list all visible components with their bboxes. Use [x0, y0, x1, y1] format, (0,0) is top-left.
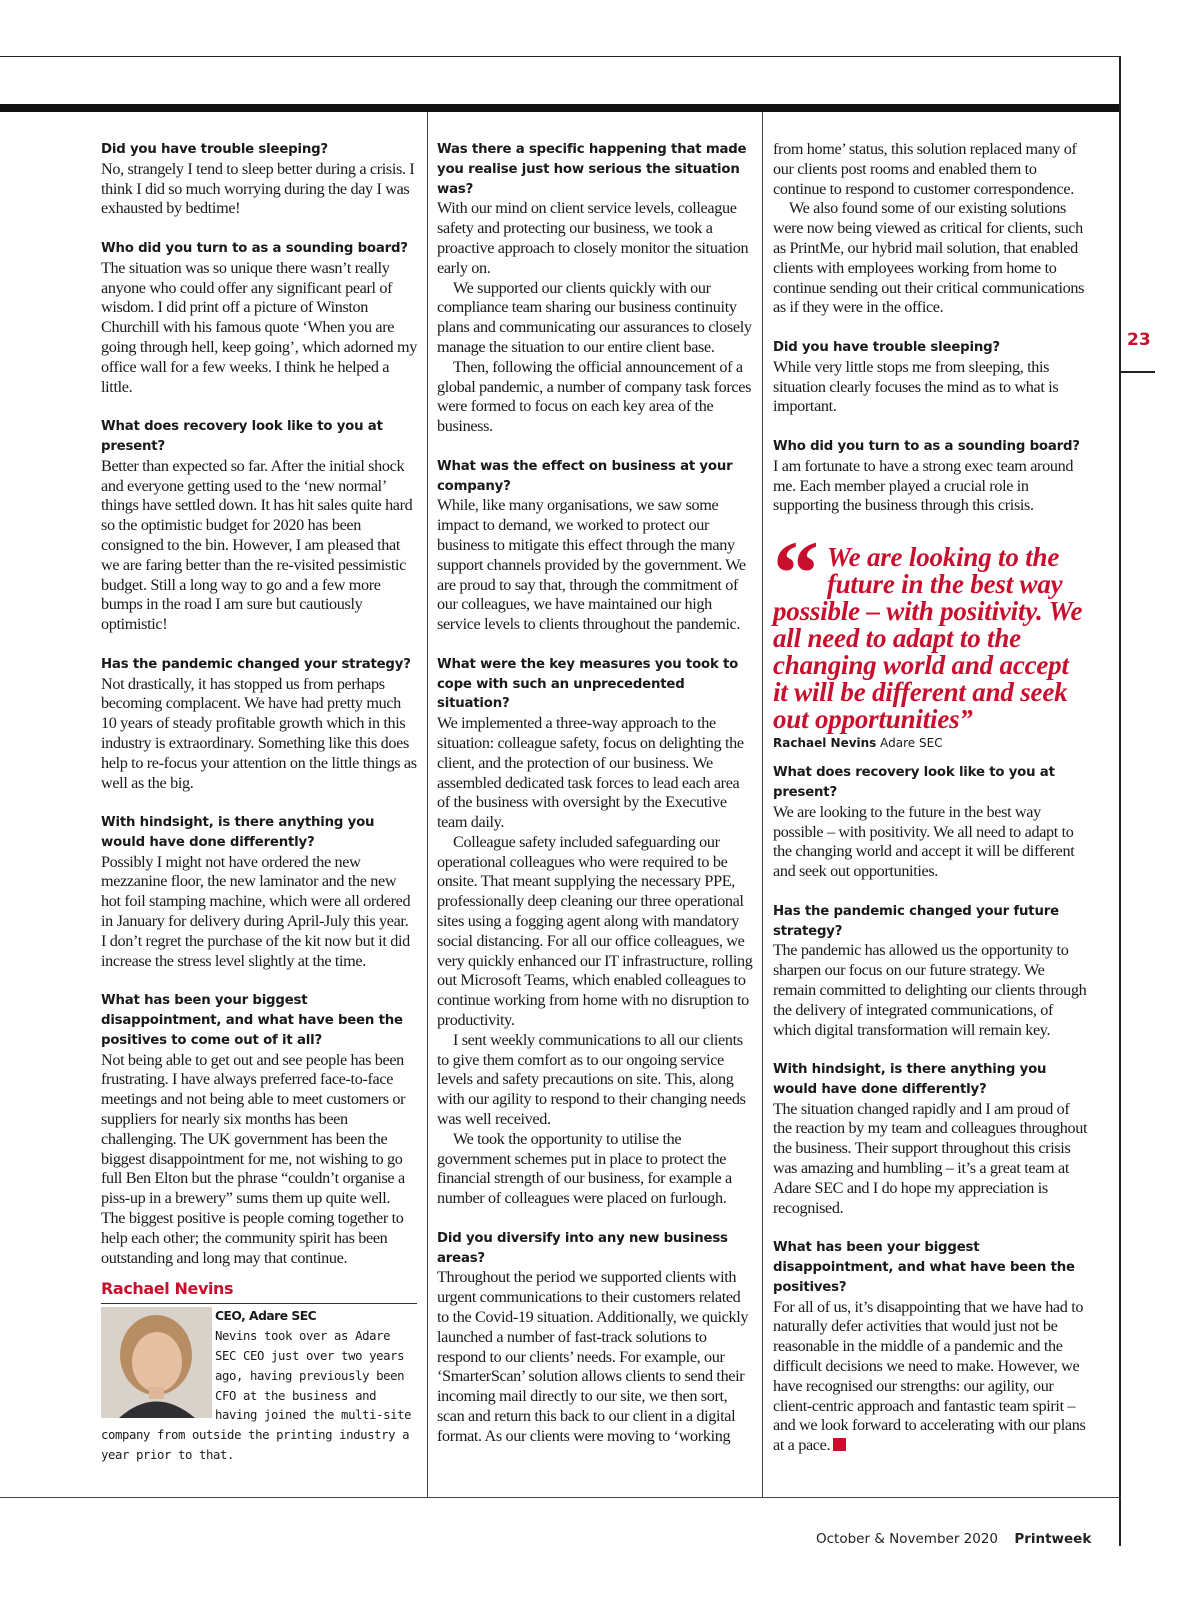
bio-name: Rachael Nevins: [101, 1279, 417, 1304]
bio-box: [101, 1307, 417, 1465]
footer-rule: [0, 1497, 1121, 1498]
column-1: [101, 140, 417, 1466]
answer: The pandemic has allowed us the opportunity to sharpen our focus on our future strategy. We remain committed to delighting our clients through the delivery of integrated communications, of which digital transformation will remain key.: [773, 941, 1087, 1039]
answer: Not drastically, it has stopped us from perhaps becoming complacent. We have had pretty much 10 years of steady profitable growth which in this industry is extraordinary. Something like this does help to re-focus your attention on the little things as well as the big.: [101, 674, 417, 792]
question: Did you diversify into any new business areas?: [437, 1230, 728, 1266]
answer: No, strangely I tend to sleep better during a crisis. I think I did so much worrying during the day I was exhausted by bedtime!: [101, 159, 415, 218]
column-divider-2: [762, 112, 763, 1498]
bio-text: Nevins took over as Adare SEC CEO just over two years ago, having previously been CFO at the business and having joined the multi-site company from outside the printing industry a year prior to that.: [101, 1329, 412, 1462]
question: Did you have trouble sleeping?: [773, 339, 1000, 355]
page-number: 23: [1127, 330, 1151, 350]
question: With hindsight, is there anything you would have done differently?: [773, 1062, 1047, 1097]
pull-quote-attribution: [773, 736, 1089, 750]
issue-date: October & November 2020: [816, 1531, 999, 1547]
question: What were the key measures you took to cope with such an unprecedented situation?: [437, 656, 739, 712]
answer: We implemented a three-way approach to the situation: colleague safety, focus on delighting the client, and the protection of our business. We assembled dedicated task forces to lead each area of the business with oversight by the Executive team daily.: [437, 714, 744, 832]
quote-name: Rachael Nevins: [773, 736, 877, 751]
answer: I am fortunate to have a strong exec team around me. Each member played a crucial role in supporting the business through this crisis.: [773, 456, 1074, 515]
answer: Then, following the official announcement of a global pandemic, a number of company task forces were formed to focus on each key area of the business.: [437, 357, 752, 436]
answer: We supported our clients quickly with our compliance team sharing our business continuity plans and communicating our assurances to closely manage the situation to our entire client base.: [437, 278, 752, 356]
column-2: [437, 140, 753, 1447]
question: Who did you turn to as a sounding board?: [773, 438, 1080, 454]
column-divider-1: [427, 112, 428, 1498]
quote-company: Adare SEC: [880, 736, 943, 751]
question: What has been your biggest disappointment, and what have been the positives to come out of it all?: [101, 993, 403, 1048]
magazine-brand: Printweek: [1014, 1531, 1092, 1547]
quote-mark-icon: “: [773, 522, 819, 625]
column-3: [773, 140, 1089, 1456]
page-footer: [816, 1531, 1091, 1547]
question: Was there a specific happening that made you realise just how serious the situation was?: [437, 142, 747, 197]
question: What has been your biggest disappointment, and what have been the positives?: [773, 1240, 1075, 1295]
answer: I sent weekly communications to all our clients to give them comfort as to our ongoing service levels and safety precautions on site. This, along with our agility to respond to their changing needs was well received.: [437, 1030, 746, 1129]
answer: Better than expected so far. After the initial shock and everyone getting used to the ‘new normal’ things have settled down. It has hit sales quite hard so the optimistic budget for 2020 has been consigned to the bin. However, I am pleased that we are faring better than the re-visited pessimistic budget. Still a long way to go and a few more bumps in the road I am sure but cautiously optimistic!: [101, 456, 413, 634]
answer: We are looking to the future in the best way possible – with positivity. We all need to adapt to the changing world and accept it will be different and seek out opportunities.: [773, 802, 1075, 881]
answer: While very little stops me from sleeping, this situation clearly focuses the mind as to what is important.: [773, 357, 1059, 416]
answer: Not being able to get out and see people has been frustrating. I have always preferred face-to-face meetings and not being able to meet customers or suppliers for nearly six months has been challenging. The UK government has been the biggest disappointment for me, not wishing to go full Ben Elton but the phrase “couldn’t organise a piss-up in a brewery” sums them up quite well. The biggest positive is people coming together to help each other; the community spirit has been outstanding and long may that continue.: [101, 1050, 406, 1267]
pull-quote: [773, 522, 1089, 735]
right-margin-rule: [1119, 56, 1121, 1546]
page-number-rule: [1121, 371, 1155, 373]
answer: Throughout the period we supported clients with urgent communications to their customers related to the Covid-19 situation. Additionally, we quickly launched a number of fast-track solutions to respond to our clients’ needs. For example, our ‘SmarterScan’ solution allows clients to send their incoming mail directly to our site, we then sort, scan and return this back to our client in a digital format. As our clients were moving to ‘working: [437, 1268, 749, 1445]
answer: The situation changed rapidly and I am proud of the reaction by my team and colleagues throughout the business. Their support throughout this crisis was amazing and humbling – it’s a great team at Adare SEC and I do hope my appreciation is recognised.: [773, 1099, 1088, 1217]
answer: Possibly I might not have ordered the new mezzanine floor, the new laminator and the new hot foil stamping machine, which were all ordered in January for delivery during April-July this year. I don’t regret the purchase of the kit now but it did increase the stress level slightly at the time.: [101, 852, 411, 970]
question: With hindsight, is there anything you would have done differently?: [101, 815, 375, 850]
bio-role: CEO, Adare SEC: [215, 1309, 317, 1324]
end-mark-icon: [833, 1438, 846, 1451]
header-frame: [0, 56, 1120, 105]
answer: from home’ status, this solution replaced many of our clients post rooms and enabled them to continue to respond to customer correspondence.: [773, 140, 1077, 198]
portrait-photo: [101, 1307, 212, 1418]
answer: The situation was so unique there wasn’t really anyone who could offer any significant pearl of wisdom. I did print off a picture of Winston Churchill with his famous quote ‘When you are going through hell, keep going’, which adorned my office wall for a few weeks. I think he helped a little.: [101, 258, 417, 396]
header-bar: [0, 104, 1121, 112]
pull-quote-text: We are looking to the future in the best way possible – with positivity. We all need to adapt to the changing world and accept it will be different and seek out opportunities”: [773, 542, 1083, 735]
answer: With our mind on client service levels, colleague safety and protecting our business, we took a proactive approach to closely monitor the situation early on.: [437, 199, 749, 277]
answer: Colleague safety included safeguarding our operational colleagues who were required to be onsite. That meant supplying the necessary PPE, professionally deep cleaning our three operational sites using a fogging agent along with mandatory social distancing. For all our office colleagues, we very quickly enhanced our IT infrastructure, rolling out Microsoft Teams, which enabled colleagues to continue working from home with no disruption to productivity.: [437, 832, 753, 1030]
question: Did you have trouble sleeping?: [101, 142, 328, 157]
answer: We took the opportunity to utilise the government schemes put in place to protect the financial strength of our business, for example a number of colleagues were placed on furlough.: [437, 1129, 732, 1208]
question: Has the pandemic changed your future strategy?: [773, 903, 1059, 939]
question: Who did you turn to as a sounding board?: [101, 240, 408, 256]
answer: While, like many organisations, we saw some impact to demand, we worked to protect our business to mitigate this effect through the many support channels provided by the government. We are proud to say that, through the commitment of our colleagues, we have maintained our high service levels to clients throughout the pandemic.: [437, 496, 746, 634]
answer-text: For all of us, it’s disappointing that we have had to naturally defer activities that would just not be reasonable in the middle of a pandemic and the difficult decisions we need to make. However, we have recognised our strengths: our agility, our client-centric approach and fantastic team spirit – and we look forward to accelerating with our plans at a pace.: [773, 1297, 1086, 1455]
answer: We also found some of our existing solutions were now being viewed as critical for clients, such as PrintMe, our hybrid mail solution, that enabled clients with employees working from home to continue sending out their critical communications as if they were in the office.: [773, 199, 1085, 317]
question: What does recovery look like to you at present?: [101, 419, 383, 454]
question: Has the pandemic changed your strategy?: [101, 656, 411, 672]
question: What does recovery look like to you at present?: [773, 765, 1055, 800]
question: What was the effect on business at your company?: [437, 458, 733, 494]
answer: [773, 1298, 1089, 1456]
